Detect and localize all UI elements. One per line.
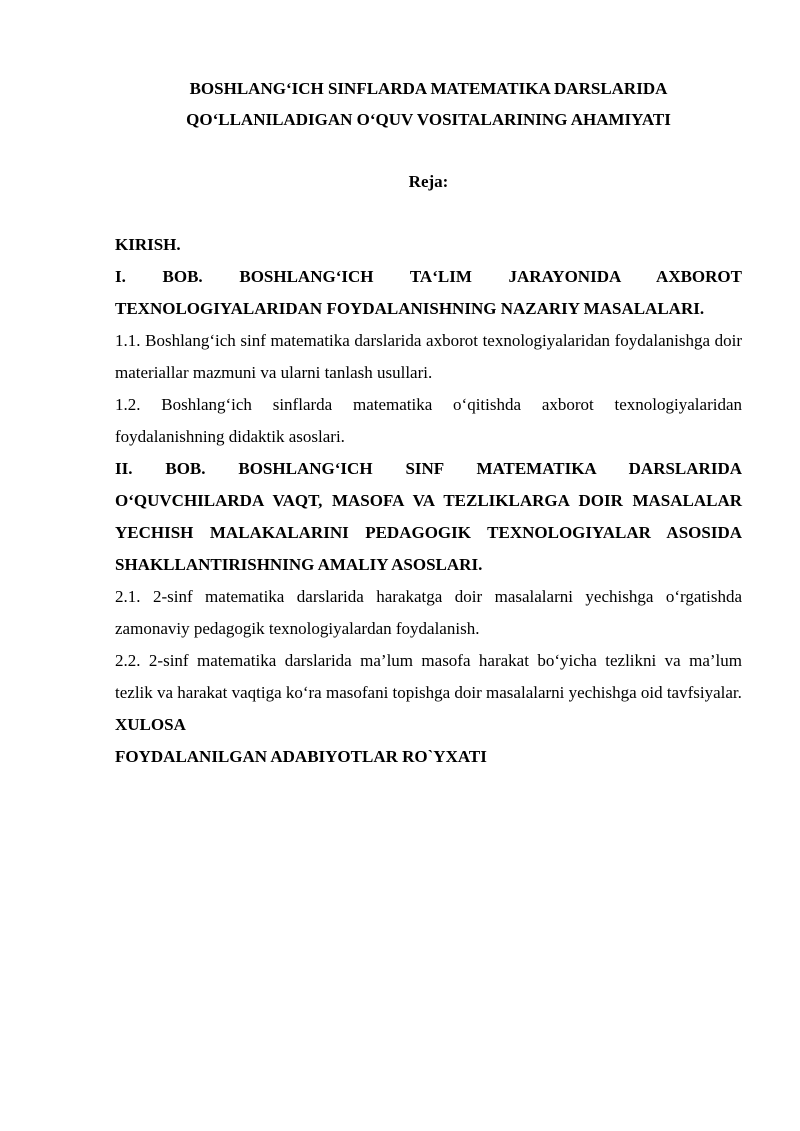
toc-intro: KIRISH.: [115, 235, 181, 254]
toc-chapter-2: II. BOB. BOSHLANG‘ICH SINF MATEMATIKA DARSLARIDA O‘QUVCHILARDA VAQT, MASOFA VA TEZLIKLARGA DOIR MASALALAR YECHISH MALAKALARINI PEDAGOGIK TEXNOLOGIYALAR ASOSIDA SHAKLLANTIRISHNING AMALIY ASOSLARI.: [115, 459, 742, 574]
toc-section-1-2: 1.2. Boshlang‘ich sinflarda matematika o‘qitishda axborot texnologiyalaridan foydalanishning didaktik asoslari.: [115, 395, 742, 446]
document-title-line-2: QO‘LLANILADIGAN O‘QUV VOSITALARINING AHAMIYATI: [186, 110, 671, 129]
toc-conclusion: XULOSA: [115, 715, 186, 734]
plan-heading: Reja:: [408, 172, 449, 191]
toc-references: FOYDALANILGAN ADABIYOTLAR RO`YXATI: [115, 747, 487, 766]
document-title-line-1: BOSHLANG‘ICH SINFLARDA MATEMATIKA DARSLARIDA: [189, 79, 668, 98]
toc-section-1-1: 1.1. Boshlang‘ich sinf matematika darslarida axborot texnologiyalaridan foydalanishga doir materiallar mazmuni va ularni tanlash usullari.: [115, 331, 742, 382]
toc-chapter-1: I. BOB. BOSHLANG‘ICH TA‘LIM JARAYONIDA AXBOROT TEXNOLOGIYALARIDAN FOYDALANISHNING NAZARIY MASALALARI.: [115, 267, 742, 318]
toc-section-2-1: 2.1. 2-sinf matematika darslarida harakatga doir masalalarni yechishga o‘rgatishda zamonaviy pedagogik texnologiyalardan foydalanish.: [115, 587, 742, 638]
table-of-contents: [115, 229, 742, 773]
toc-section-2-2: 2.2. 2-sinf matematika darslarida ma’lum masofa harakat bo‘yicha tezlikni va ma’lum tezlik va harakat vaqtiga ko‘ra masofani topishga doir masalalarni yechishga oid tavfsiyalar.: [115, 651, 742, 702]
